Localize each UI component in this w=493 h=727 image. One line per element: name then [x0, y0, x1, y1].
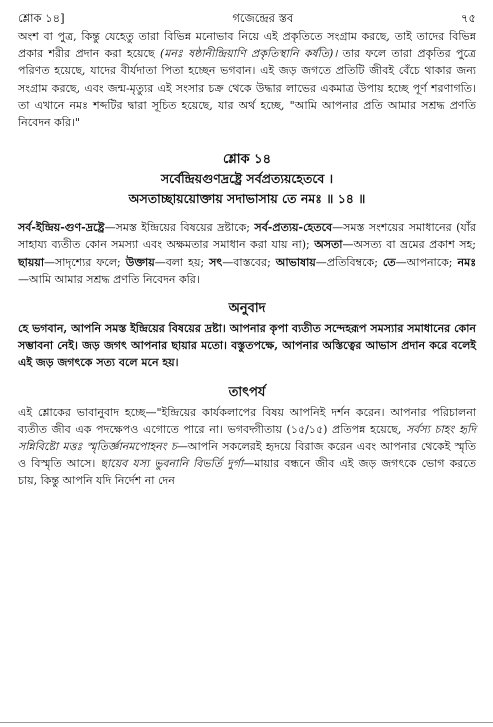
synonym-term: সর্ব-প্রত্যয়-হেতবে — [254, 221, 333, 235]
intro-text-2: তার ফলে তারা প্রকৃতির পুত্রে পরিণত হয়েছে, যাদের বীর্যদাতা পিতা হচ্ছেন ভগবান। এই জড় জগতে প্রতিটি জীবই বেঁচে থাকার জন্য সংগ্রাম করছে, এবং জন্ম-মৃত্যুর এই সংসার চক্র থেকে উদ্ধার লাভের একমাত্র উপায় হচ্ছে পূর্ণ শরণাগতি। তা এখানে নমঃ শব্দটির দ্বারা সূচিত হয়েছে, যার অর্থ হচ্ছে, "আমি আপনার প্রতি আমার সশ্রদ্ধ প্রণতি নিবেদন করি।" — [18, 47, 477, 130]
page-header — [18, 10, 476, 26]
verse-line-2: অসতাচ্ছায়য়োক্তায় সদাভাসায় তে নমঃ ॥ ১৪ ॥ — [128, 191, 366, 207]
intro-quote: (মনঃ ষষ্ঠানীন্দ্রিয়াণি প্রকৃতিস্থানি কর্ষতি)। — [159, 47, 338, 61]
synonym-definition: —আপনাকে; — [395, 255, 453, 269]
header-verse-ref: শ্লোক ১৪] — [18, 11, 65, 25]
synonym-term: অসতা — [314, 238, 343, 252]
synonym-definition: —আমি আমার সশ্রদ্ধ প্রণতি নিবেদন করি। — [18, 272, 200, 286]
header-page-number: ৭৫ — [461, 11, 476, 25]
book-page — [18, 10, 476, 490]
purport-title: তাৎপর্য — [228, 384, 266, 400]
intro-paragraph — [18, 28, 476, 131]
synonym-term: ছায়য়া — [18, 255, 45, 269]
synonym-definition: —সাদৃশ্যের ফলে; — [44, 255, 121, 269]
synonym-term: সর্ব-ইন্দ্রিয়-গুণ-দ্রষ্ট্রে — [18, 221, 105, 235]
synonym-definition: —প্রতিবিম্বকে; — [315, 255, 378, 269]
synonym-term: সৎ — [209, 255, 223, 269]
purport-quote-gita: সর্বস্য চাহং হৃদি সন্নিবিষ্টো মত্তঃ স্মৃতির্জ্ঞানমপোহনং চ — [18, 422, 476, 454]
purport-text-e: —মায়ার বন্ধনে জীব এই জড় জগৎকে ভোগ করতে চায়, কিন্তু আপনি যদি নির্দেশ না দেন — [18, 457, 477, 488]
synonym-definition: —বাস্তবের; — [222, 255, 271, 269]
synonym-definition: —বলা হয়; — [154, 255, 205, 269]
purport-text-c: —আপনি সকলেরই হৃদয়ে বিরাজ করেন এবং আপনার থেকেই স্মৃতি ও বিস্মৃতি আসে। — [18, 440, 476, 471]
verse-title: শ্লোক ১৪ — [222, 152, 272, 168]
translation-body: হে ভগবান, আপনি সমস্ত ইন্দ্রিয়ের বিষয়ের দ্রষ্টা। আপনার কৃপা ব্যতীত সন্দেহরূপ সমস্যার সমাধানের কোন সম্ভাবনা নেই। জড় জগৎ আপনার ছায়ার মতো। বস্তুতপক্ষে, আপনার অস্তিত্বের আভাস প্রদান করে বলেই এই জড় জগৎকে সত্য বলে মনে হয়। — [18, 322, 476, 370]
synonym-term: তে — [382, 255, 396, 269]
synonym-term: আভাষায় — [275, 255, 316, 269]
purport-quote-brahma: ছায়েব যস্য ভুবনানি বিভর্তি দুর্গা — [100, 457, 244, 471]
synonym-term: উক্তায় — [125, 255, 155, 269]
bottom-divider — [0, 722, 493, 723]
synonym-definition: —সমস্ত সংশয়ের সমাধানের (যাঁর সাহায্য ব্যতীত কোন সমস্যা এবং অক্ষমতার সমাধান করা যায় না); — [18, 221, 476, 252]
intro-text-1: অংশ বা পুত্র, কিন্তু যেহেতু তারা বিভিন্ন মনোভাব নিয়ে এই প্রকৃতিতে সংগ্রাম করছে, তাই তাদের বিভিন্ন প্রকার শরীর প্রদান করা হয়েছে — [18, 30, 476, 61]
verse-line-1: সর্বেন্দ্রিয়গুণদ্রষ্ট্রে সর্বপ্রত্যয়হেতবে । — [160, 171, 334, 187]
synonym-definition: —অসত্য বা ভ্রমের প্রকাশ সহ; — [342, 238, 476, 252]
purport-text — [18, 404, 476, 490]
translation-title: অনুবাদ — [228, 301, 266, 317]
synonym-definition: —সমস্ত ইন্দ্রিয়ের বিষয়ের দ্রষ্টাকে; — [104, 221, 250, 235]
synonyms-paragraph — [18, 219, 476, 288]
header-chapter-title: গজেন্দ্রের স্তব — [232, 11, 294, 25]
translation-text — [18, 320, 476, 372]
synonym-term: নমঃ — [457, 255, 477, 269]
purport-text-a: এই শ্লোকের ভাবানুবাদ হচ্ছে—"ইন্দ্রিয়ের কার্যকলাপের বিষয় আপনিই দর্শন করেন। আপনার পরিচালনা ব্যতীত জীব এক পদক্ষেপও এগোতে পারে না। ভগবদ্গীতায় (১৫/১৫) প্রতিপন্ন হয়েছে, — [18, 405, 476, 436]
verse-block — [18, 151, 476, 209]
